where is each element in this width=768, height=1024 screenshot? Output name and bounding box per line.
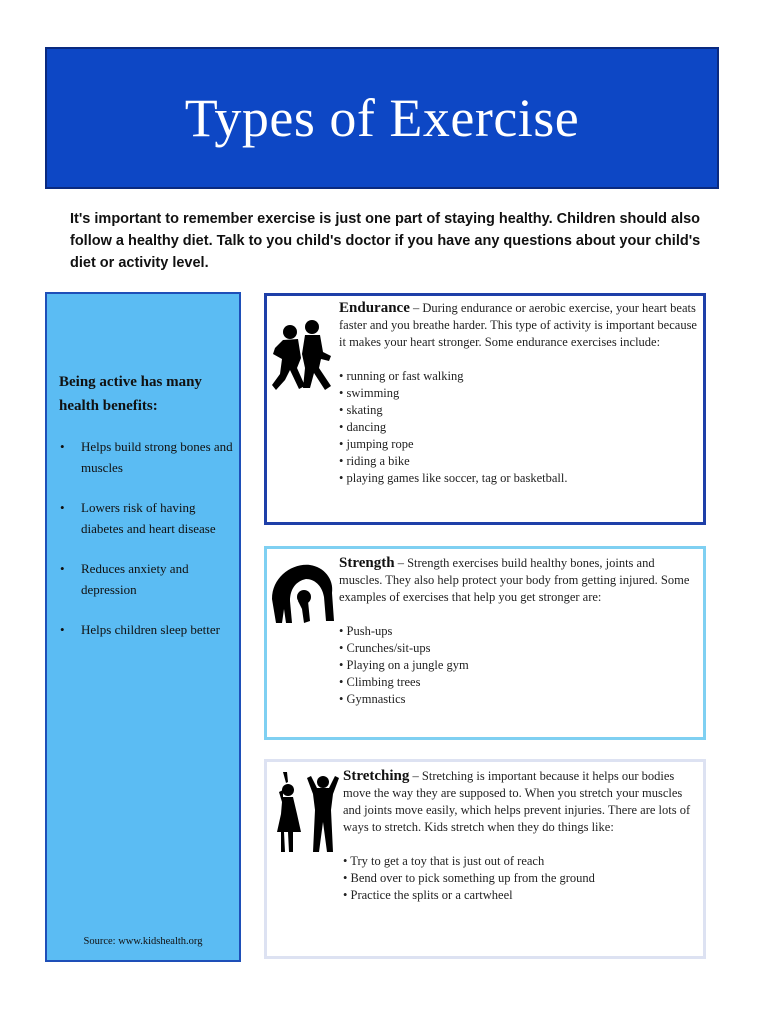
list-item bbox=[57, 619, 241, 640]
list-item: • running or fast walking bbox=[339, 369, 464, 383]
stretching-card bbox=[264, 759, 706, 959]
stretching-kids-icon bbox=[273, 770, 343, 854]
list-item: • Climbing trees bbox=[339, 675, 421, 689]
intro-paragraph: It's important to remember exercise is just one part of staying healthy. Children should also follow a healthy diet. Talk to you child's doctor if you have any questions about your child's diet or activity level. bbox=[70, 211, 701, 271]
list-item: • playing games like soccer, tag or basketball. bbox=[339, 471, 568, 485]
bullet: • bbox=[60, 561, 65, 576]
list-item: • Practice the splits or a cartwheel bbox=[343, 888, 513, 902]
list-item bbox=[57, 558, 241, 600]
list-item: • Bend over to pick something up from the ground bbox=[343, 871, 595, 885]
list-item-text: Lowers risk of having diabetes and heart disease bbox=[81, 500, 216, 536]
stretching-list bbox=[343, 853, 701, 904]
list-item: • Push-ups bbox=[339, 624, 393, 638]
list-item bbox=[57, 436, 241, 478]
list-item: • dancing bbox=[339, 420, 387, 434]
bullet: • bbox=[60, 622, 65, 637]
list-item bbox=[57, 497, 241, 539]
bullet: • bbox=[60, 500, 65, 515]
list-item: • jumping rope bbox=[339, 437, 414, 451]
list-item: • Playing on a jungle gym bbox=[339, 658, 469, 672]
endurance-card bbox=[264, 293, 706, 525]
list-item: • swimming bbox=[339, 386, 400, 400]
card-description: – Strength exercises build healthy bones, joints and muscles. They also help protect your body from getting injured. Some examples of exercises that help you get stronger are: bbox=[339, 556, 690, 604]
list-item: • Try to get a toy that is just out of reach bbox=[343, 854, 545, 868]
strength-card bbox=[264, 546, 706, 740]
list-item-text: Reduces anxiety and depression bbox=[81, 561, 189, 597]
bullet: • bbox=[60, 439, 65, 454]
list-item-text: Helps children sleep better bbox=[81, 622, 220, 637]
benefits-sidebar bbox=[45, 292, 241, 962]
backbend-kid-icon bbox=[270, 559, 336, 625]
card-title: Endurance bbox=[339, 300, 410, 316]
card-title: Stretching bbox=[343, 768, 410, 784]
card-description: – During endurance or aerobic exercise, your heart beats faster and you breathe harder. This type of activity is important because it makes your heart stronger. Some endurance exercises include: bbox=[339, 301, 697, 349]
card-title: Strength bbox=[339, 555, 395, 571]
card-description: – Stretching is important because it helps our bodies move the way they are supposed to. When you stretch your muscles and joints move easily, which helps prevent injuries. There are lots of ways to stretch. Kids stretch when they do things like: bbox=[343, 769, 691, 834]
list-item: • Crunches/sit-ups bbox=[339, 641, 431, 655]
benefits-heading: Being active has many health benefits: bbox=[59, 374, 202, 414]
list-item-text: Helps build strong bones and muscles bbox=[81, 439, 233, 475]
running-kids-icon bbox=[271, 318, 337, 396]
source-credit: Source: www.kidshealth.org bbox=[83, 936, 203, 947]
list-item: • skating bbox=[339, 403, 383, 417]
title-banner bbox=[45, 47, 719, 189]
benefits-list bbox=[57, 436, 241, 659]
strength-list bbox=[339, 623, 701, 708]
list-item: • Gymnastics bbox=[339, 692, 406, 706]
list-item: • riding a bike bbox=[339, 454, 410, 468]
endurance-list bbox=[339, 368, 701, 487]
page-title: Types of Exercise bbox=[184, 88, 580, 148]
